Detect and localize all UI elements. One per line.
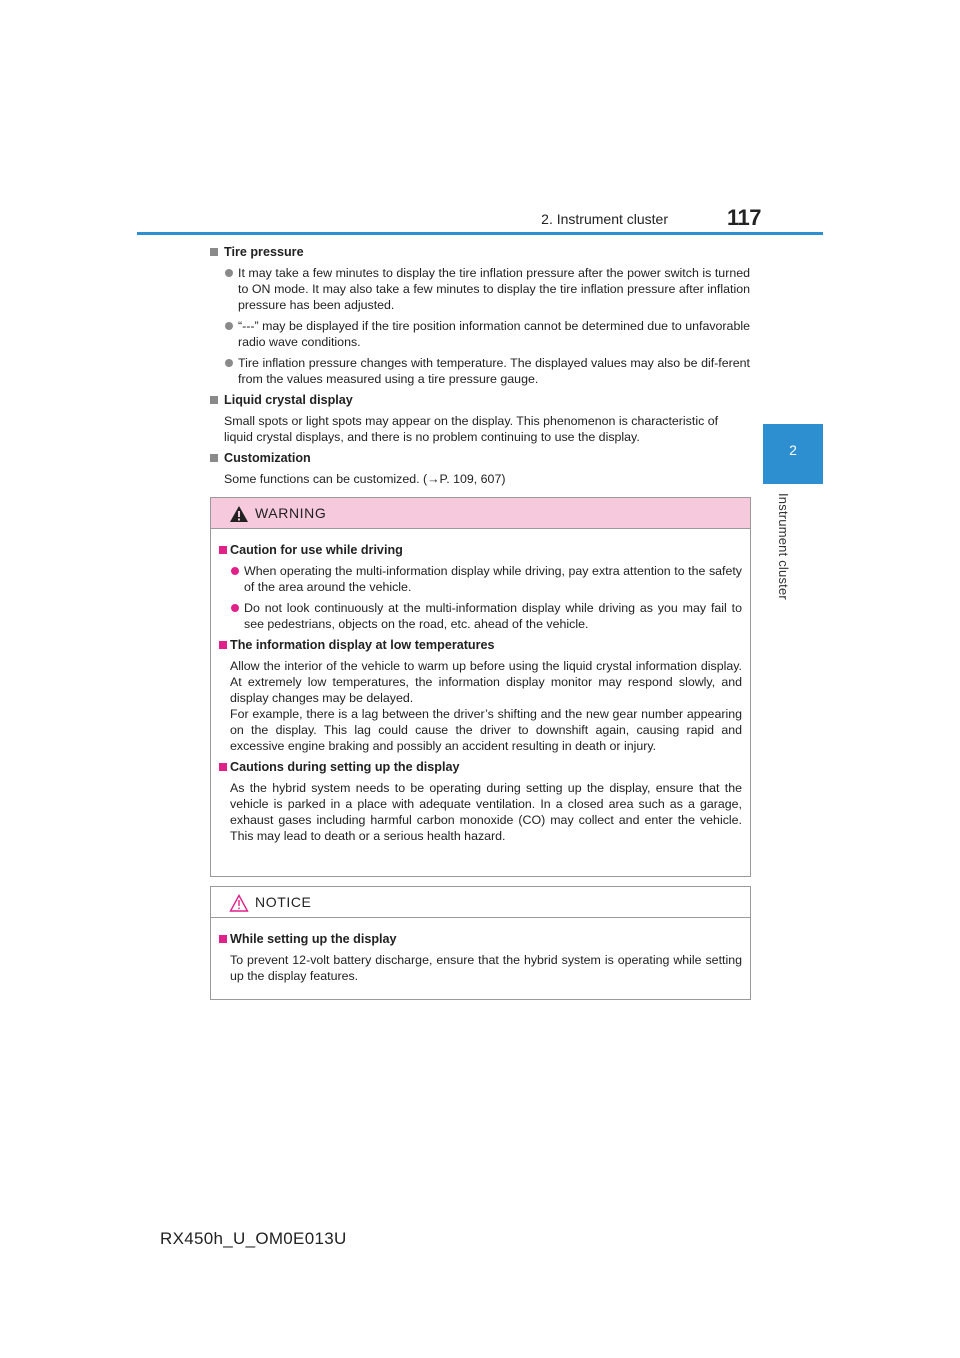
tire-pressure-heading: Tire pressure [210, 244, 750, 260]
square-bullet-icon [219, 546, 227, 554]
warning-title: WARNING [255, 505, 327, 521]
list-item: When operating the multi-information display while driving, pay extra attention to the safety of the area around the vehicle. [219, 563, 742, 595]
notice-box [210, 886, 751, 1000]
list-item: Tire inflation pressure changes with temperature. The displayed values may also be dif-ferent from the values measured using a tire pressure gauge. [210, 355, 750, 387]
circle-bullet-icon [225, 359, 233, 367]
square-bullet-icon [219, 935, 227, 943]
warning-box [210, 497, 751, 877]
circle-bullet-icon [225, 322, 233, 330]
notice-text: To prevent 12-volt battery discharge, ensure that the hybrid system is operating while setting up the display features. [230, 953, 742, 983]
chapter-number: 2 [789, 442, 797, 458]
notice-title: NOTICE [255, 894, 312, 910]
warning-triangle-icon [229, 505, 249, 523]
warning-body [211, 529, 750, 859]
warning-heading-3: Cautions during setting up the display [219, 759, 742, 775]
square-bullet-icon [219, 763, 227, 771]
notice-triangle-icon [229, 894, 249, 912]
list-item: It may take a few minutes to display the tire inflation pressure after the power switch is turned to ON mode. It may also take a few minutes to display the tire inflation pressure after inflation pressure has been adjusted. [210, 265, 750, 313]
square-bullet-icon [210, 396, 218, 404]
square-bullet-icon [210, 454, 218, 462]
list-item: “---” may be displayed if the tire position information cannot be determined due to unfavorable radio wave conditions. [210, 318, 750, 350]
square-bullet-icon [210, 248, 218, 256]
main-content [210, 244, 750, 492]
warning-text-2b: For example, there is a lag between the driver’s shifting and the new gear number appearing on the display. This lag could cause the driver to downshift again, causing rapid and excessive engine braking and possibly an accident resulting in death or injury. [230, 707, 742, 753]
notice-title-bar [211, 887, 750, 918]
header-rule [137, 232, 823, 235]
customization-heading: Customization [210, 450, 750, 466]
lcd-text: Small spots or light spots may appear on the display. This phenomenon is characteristic of liquid crystal displays, and there is no problem continuing to use the display. [224, 414, 719, 444]
page-number: 117 [727, 205, 761, 230]
chapter-tab [763, 424, 823, 484]
warning-heading-1: Caution for use while driving [219, 542, 742, 558]
circle-bullet-icon [231, 604, 239, 612]
page-header [137, 205, 823, 235]
list-item: Do not look continuously at the multi-information display while driving as you may fail to see pedestrians, objects on the road, etc. ahead of the vehicle. [219, 600, 742, 632]
customization-link-text[interactable]: Some functions can be customized. (→P. 109, 607) [224, 472, 506, 486]
square-bullet-icon [219, 641, 227, 649]
warning-text-2a: Allow the interior of the vehicle to warm up before using the liquid crystal information display. At extremely low temperatures, the information display monitor may respond slowly, and display changes may be delayed. [230, 659, 742, 705]
chapter-label: Instrument cluster [776, 493, 791, 600]
warning-title-bar [211, 498, 750, 529]
circle-bullet-icon [225, 269, 233, 277]
notice-body [211, 918, 750, 999]
circle-bullet-icon [231, 567, 239, 575]
warning-heading-2: The information display at low temperatures [219, 637, 742, 653]
notice-heading: While setting up the display [219, 931, 742, 947]
section-title: 2. Instrument cluster [541, 211, 668, 227]
document-code: RX450h_U_OM0E013U [160, 1229, 347, 1248]
warning-text-3: As the hybrid system needs to be operating during setting up the display, ensure that the vehicle is parked in a place with adequate ventilation. In a closed area such as a garage, exhaust gases including harmful carbon monoxide (CO) may collect and enter the vehicle. This may lead to death or a serious health hazard. [230, 781, 742, 843]
lcd-heading: Liquid crystal display [210, 392, 750, 408]
